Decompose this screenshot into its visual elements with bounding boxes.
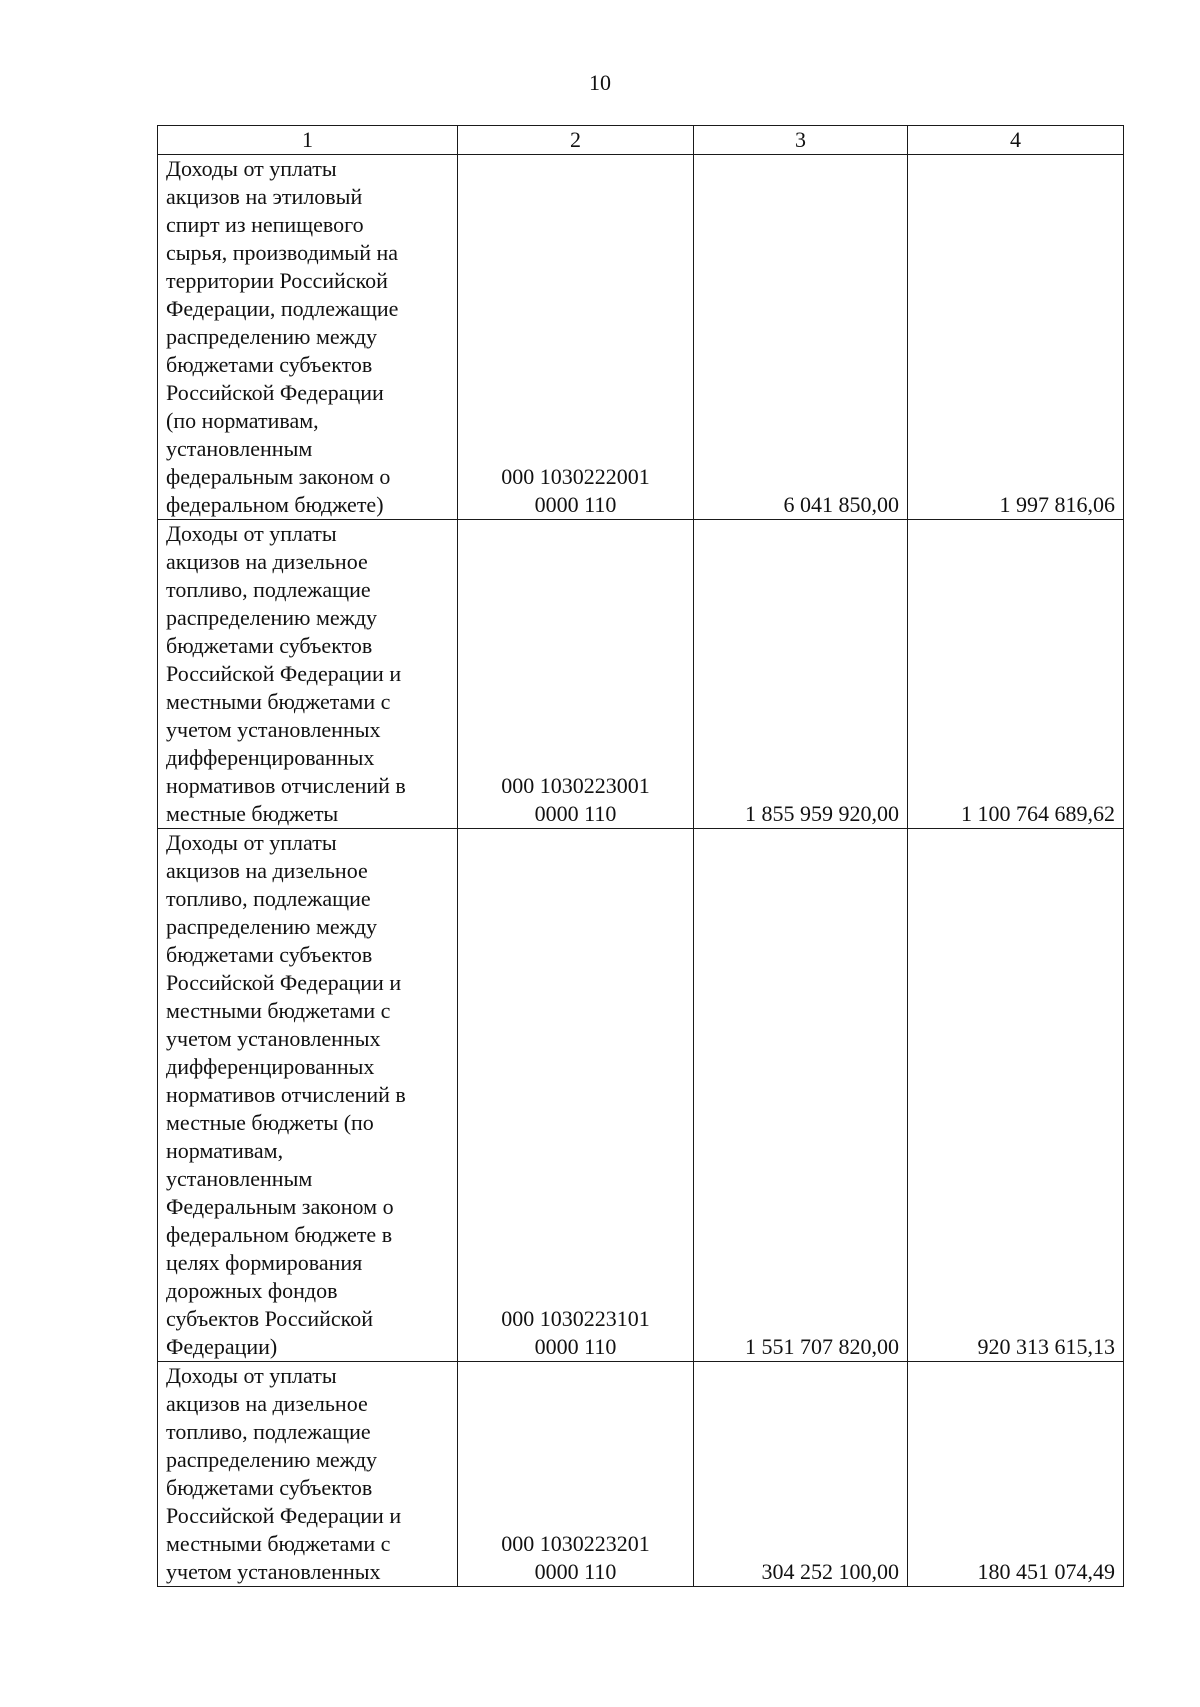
row-amount-col4: 1 997 816,06 — [908, 155, 1124, 520]
table-row — [158, 520, 1124, 829]
row-amount-col3: 6 041 850,00 — [694, 155, 908, 520]
row-budget-code: 000 1030223001 0000 110 — [458, 520, 694, 829]
row-description: Доходы от уплаты акцизов на этиловый спирт из непищевого сырья, производимый на территории Российской Федерации, подлежащие распределению между бюджетами субъектов Российской Федерации (по нормативам, установленным федеральным законом о федеральном бюджете) — [158, 155, 458, 520]
column-header-1: 1 — [158, 126, 458, 155]
table-row — [158, 1362, 1124, 1587]
column-header-3: 3 — [694, 126, 908, 155]
row-amount-col4: 180 451 074,49 — [908, 1362, 1124, 1587]
row-amount-col3: 304 252 100,00 — [694, 1362, 908, 1587]
column-header-2: 2 — [458, 126, 694, 155]
row-amount-col3: 1 855 959 920,00 — [694, 520, 908, 829]
row-budget-code: 000 1030223201 0000 110 — [458, 1362, 694, 1587]
column-header-4: 4 — [908, 126, 1124, 155]
row-budget-code: 000 1030222001 0000 110 — [458, 155, 694, 520]
row-description: Доходы от уплаты акцизов на дизельное топливо, подлежащие распределению между бюджетами субъектов Российской Федерации и местными бюджетами с учетом установленных — [158, 1362, 458, 1587]
row-budget-code: 000 1030223101 0000 110 — [458, 829, 694, 1362]
revenue-table — [157, 125, 1124, 1587]
table-header-row — [158, 126, 1124, 155]
row-amount-col3: 1 551 707 820,00 — [694, 829, 908, 1362]
page-number: 10 — [589, 70, 611, 95]
table-row — [158, 155, 1124, 520]
row-amount-col4: 920 313 615,13 — [908, 829, 1124, 1362]
row-amount-col4: 1 100 764 689,62 — [908, 520, 1124, 829]
table-row — [158, 829, 1124, 1362]
row-description: Доходы от уплаты акцизов на дизельное топливо, подлежащие распределению между бюджетами субъектов Российской Федерации и местными бюджетами с учетом установленных дифференцированных нормативов отчислений в местные бюджеты — [158, 520, 458, 829]
row-description: Доходы от уплаты акцизов на дизельное топливо, подлежащие распределению между бюджетами субъектов Российской Федерации и местными бюджетами с учетом установленных дифференцированных нормативов отчислений в местные бюджеты (по нормативам, установленным Федеральным законом о федеральном бюджете в целях формирования дорожных фондов субъектов Российской Федерации) — [158, 829, 458, 1362]
